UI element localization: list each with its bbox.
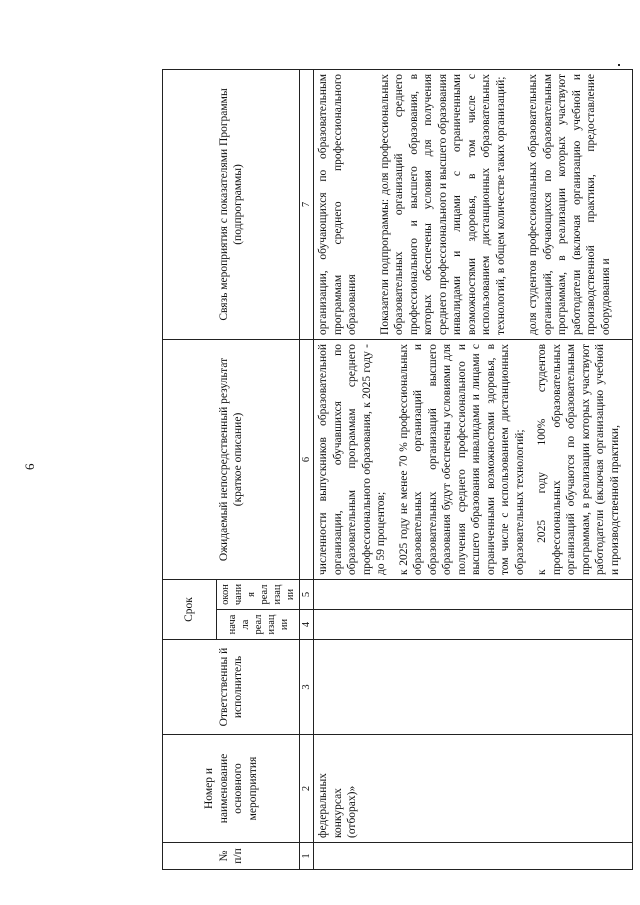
result-paragraph-1: численности выпускников образовательной организации, обучавшихся по образовательным программам среднего профессионального образования, к 2025 году - до 59 процентов;: [317, 343, 387, 575]
spacer: [368, 74, 378, 335]
cell-indicator-link: [314, 69, 633, 339]
col-num-3: 3: [300, 640, 314, 735]
indicator-paragraph-2: Показатели подпрограммы: доля профессиональных образовательных организаций среднего профессионального и высшего образования, в которых обеспечены условия для получения среднего профессионального и высшего образования инвалидами и лицами с ограниченными возможностями здоровья, в том числе с использованием дистанционных образовательных технологий, в общем количестве таких организаций;: [378, 73, 507, 335]
cell-expected-result: [314, 339, 633, 579]
page-number: 6: [22, 463, 37, 470]
spacer: [516, 74, 526, 335]
cell-num: [314, 843, 633, 870]
indicator-paragraph-3: доля студентов профессиональных образовательных организаций, обучающихся по образовательным программам, в реализации которых участвуют работодатели (включая организацию учебной и производственной практики, предоставление оборудования и: [527, 73, 612, 335]
speck: [618, 64, 620, 66]
col-num-1: 1: [300, 843, 314, 870]
result-paragraph-2: к 2025 году не менее 70 % профессиональных образовательных организаций и образовательных организаций высшего образования будут обеспечены условиями для получения среднего профессионального и высшего образования инвалидами и лицами с ограниченными возможностями здоровья, в том числе с использованием дистанционных образовательных технологий;: [397, 343, 526, 575]
header-expected-result: Ожидаемый непосредственный результат (краткое описание): [163, 339, 300, 579]
col-num-5: 5: [300, 579, 314, 609]
col-num-6: 6: [300, 339, 314, 579]
header-row: [163, 69, 217, 869]
col-num-2: 2: [300, 735, 314, 843]
header-term: Срок: [163, 579, 217, 639]
table-row: [314, 69, 633, 869]
header-executor: Ответственны й исполнитель: [163, 640, 300, 735]
events-table: [162, 69, 633, 870]
result-paragraph-3: к 2025 году 100% студентов профессиональных образовательных организаций обучаются по образовательным программам, в реализации которых участвуют работодатели (включая организацию учебной и производственной практики,: [536, 343, 621, 575]
col-num-7: 7: [300, 69, 314, 339]
rotated-table-container: [162, 70, 630, 870]
cell-event-name: федеральных конкурсах (отборах)»: [314, 735, 633, 843]
column-numbers-row: [300, 69, 314, 869]
col-num-4: 4: [300, 610, 314, 640]
header-start: нача ла реал изац ии: [217, 610, 300, 640]
cell-start: [314, 610, 633, 640]
cell-end: [314, 579, 633, 609]
header-num: № п/п: [163, 843, 300, 870]
header-event-name: Номер и наименование основного мероприятия: [163, 735, 300, 843]
header-end: окон чани я реал изац ии: [217, 579, 300, 609]
indicator-paragraph-1: организации, обучающихся по образовательным программам среднего профессионального образования: [317, 73, 358, 335]
cell-executor: [314, 640, 633, 735]
header-indicator-link: Связь мероприятия с показателями Программы (подпрограммы): [163, 69, 300, 339]
